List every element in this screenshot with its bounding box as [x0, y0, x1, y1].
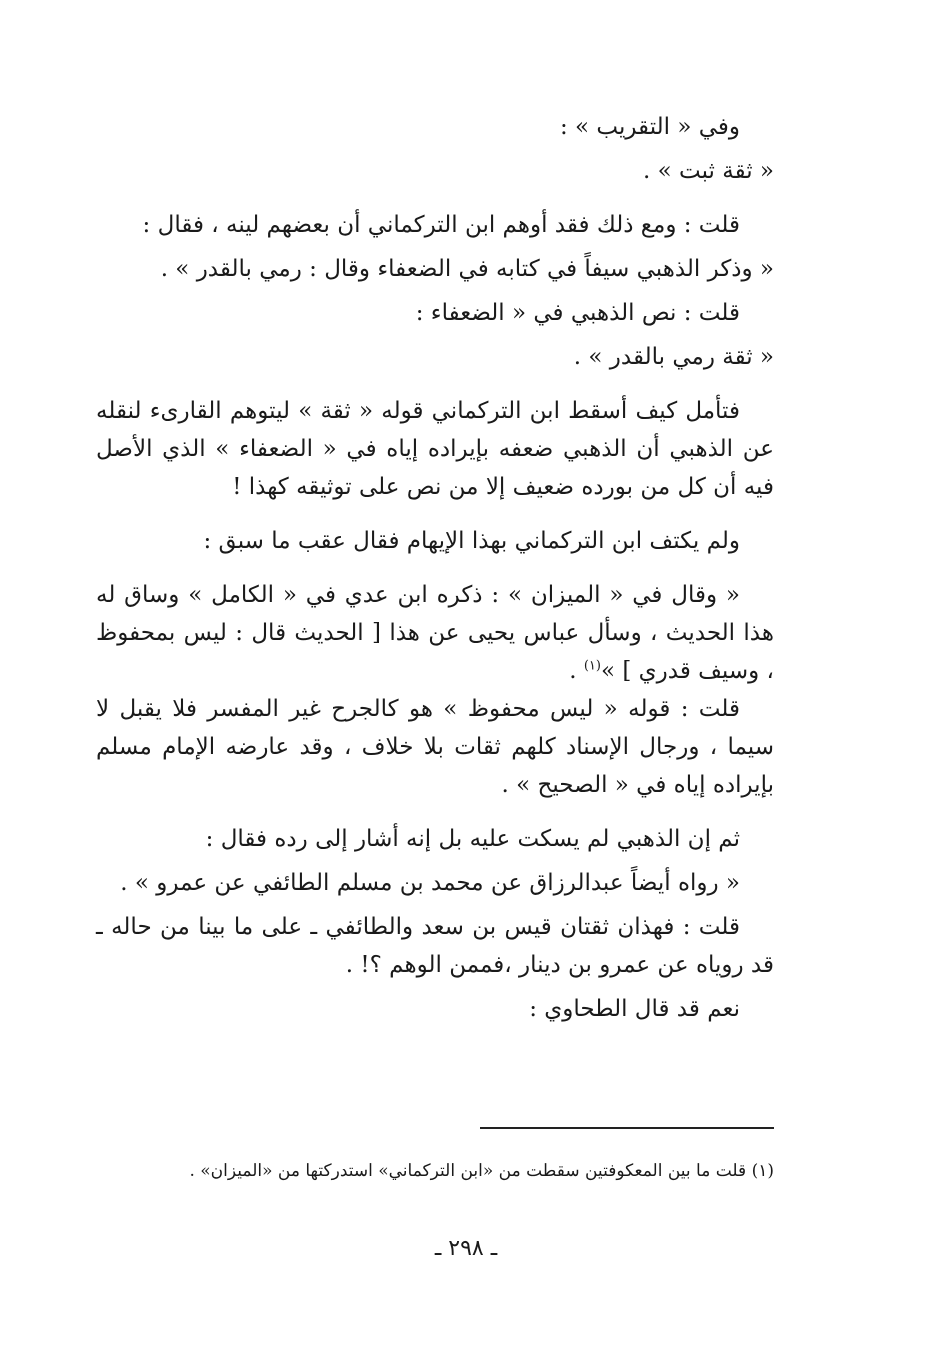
paragraph-6: « ثقة رمي بالقدر » . [573, 344, 774, 370]
paragraph-2: « ثقة ثبت » . [643, 158, 774, 184]
paragraph-5: قلت : نص الذهبي في « الضعفاء : [415, 300, 740, 326]
paragraph-1: وفي « التقريب » : [559, 114, 740, 140]
paragraph-3: قلت : ومع ذلك فقد أوهم ابن التركماني أن بعضهم لينه ، فقال : [142, 212, 740, 238]
paragraph-11: ثم إن الذهبي لم يسكت عليه بل إنه أشار إلى رده فقال : [205, 826, 740, 852]
page-number: ـ ٢٩٨ ـ [434, 1236, 498, 1261]
paragraph-4: « وذكر الذهبي سيفاً في كتابه في الضعفاء وقال : رمي بالقدر » . [160, 256, 774, 282]
paragraph-7: فتأمل كيف أسقط ابن التركماني قوله « ثقة » ليتوهم القارىء لنقله عن الذهبي أن الذهبي ضعفه بإيراده إياه في « الضعفاء » الذي الأصل فيه أن كل من بورده ضعيف إلا من نص على توثيقه كهذا ! [96, 398, 774, 500]
footnote-divider [480, 1127, 774, 1129]
paragraph-9 [96, 576, 774, 690]
main-text [96, 108, 774, 1028]
paragraph-13: قلت : فهذان ثقتان قيس بن سعد والطائفي ـ على ما بينا من حاله ـ قد روياه عن عمرو بن دينار ،فممن الوهم ؟! . [96, 914, 774, 978]
footnote: (١) قلت ما بين المعكوفتين سقطت من «ابن التركماني» استدركتها من «الميزان» . [189, 1161, 774, 1181]
paragraph-14: نعم قد قال الطحاوي : [529, 996, 740, 1022]
paragraph-8: ولم يكتف ابن التركماني بهذا الإيهام فقال عقب ما سبق : [203, 528, 740, 554]
footnote-reference: (١) [583, 658, 601, 674]
paragraph-10: قلت : قوله « ليس محفوظ » هو كالجرح غير المفسر فلا يقبل لا سيما ، ورجال الإسناد كلهم ثقات بلا خلاف ، وقد عارضه الإمام مسلم بإيراده إياه في « الصحيح » . [96, 696, 774, 798]
paragraph-12: « رواه أيضاً عبدالرزاق عن محمد بن مسلم الطائفي عن عمرو » . [120, 870, 740, 896]
quote-text: « وقال في « الميزان » : ذكره ابن عدي في « الكامل » وساق له هذا الحديث ، وسأل عباس يحيى عن هذا [ الحديث قال : ليس بمحفوظ ، وسيف قدري ] » [96, 582, 774, 684]
quote-tail: . [569, 658, 584, 684]
